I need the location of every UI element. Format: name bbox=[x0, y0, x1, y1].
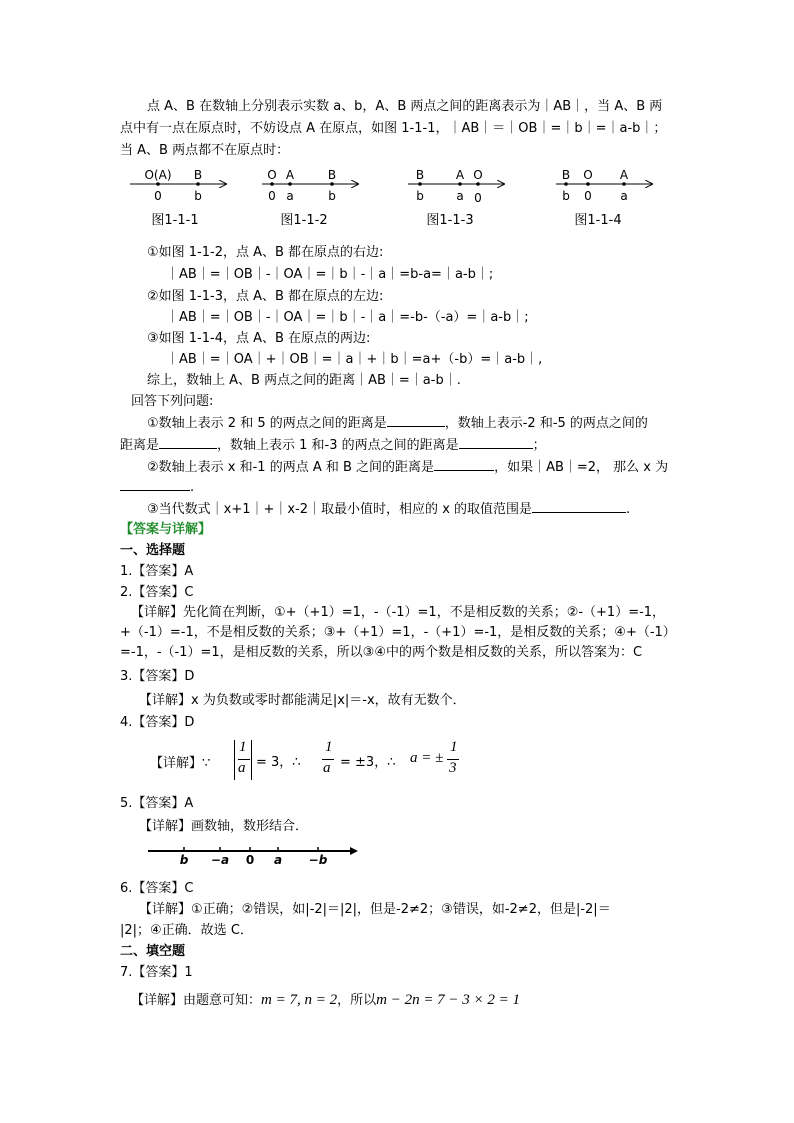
number-line-figures bbox=[120, 164, 680, 234]
q1-part-d: ，数轴上表示 1 和-3 的两点之间的距离是 bbox=[217, 438, 459, 453]
figure-1-1-2 bbox=[262, 168, 358, 228]
answer-3: 3.【答案】D bbox=[120, 669, 195, 684]
section-1-heading: 一、选择题 bbox=[120, 543, 186, 558]
fig2-top-0: O bbox=[267, 168, 277, 182]
q2-part-a: ②数轴上表示 x 和-1 的两点 A 和 B 之间的距离是 bbox=[147, 460, 435, 475]
q1-part-e: ； bbox=[532, 438, 546, 453]
a5-axis-label-3: a bbox=[273, 853, 283, 867]
answer-6-detail-1: 【详解】①正确；②错误，如|-2|＝|2|，但是-2≠2；③错误，如-2≠2，但是|-2|＝ bbox=[139, 902, 611, 917]
fig1-top-0: O(A) bbox=[144, 168, 172, 182]
a4-eq2-den: a bbox=[323, 760, 331, 776]
fig1-bot-0: 0 bbox=[154, 189, 162, 203]
intro-line-3: 当 A、B 两点都不在原点时： bbox=[120, 143, 290, 158]
a5-axis-label-2: 0 bbox=[245, 853, 255, 867]
fig4-caption: 图1-1-4 bbox=[574, 213, 622, 228]
answer-prompt: 回答下列问题: bbox=[131, 394, 214, 409]
answer-1: 1.【答案】A bbox=[120, 564, 194, 579]
q1-blank-3[interactable] bbox=[459, 436, 533, 449]
fig3-bot-2: 0 bbox=[474, 191, 482, 205]
fig3-top-0: B bbox=[415, 168, 425, 182]
question-1-line-1 bbox=[147, 414, 648, 433]
q2-part-c: . bbox=[190, 480, 195, 495]
figure-1-1-3 bbox=[408, 168, 504, 228]
summary: 综上，数轴上 A、B 两点之间的距离｜AB｜=｜a-b｜. bbox=[147, 373, 461, 388]
fig2-top-1: A bbox=[285, 168, 295, 182]
answer-7-detail bbox=[131, 991, 520, 1010]
a4-eq1-rhs: = 3，∴ bbox=[256, 755, 301, 770]
a7-label: 【详解】由题意可知： bbox=[131, 993, 262, 1008]
answer-5-number-line bbox=[148, 840, 362, 870]
fig3-top-2: O bbox=[473, 168, 483, 182]
q2-part-b: ，如果｜AB｜=2， 那么 x 为 bbox=[494, 460, 669, 475]
fig3-bot-0: b bbox=[416, 189, 424, 203]
fig3-caption: 图1-1-3 bbox=[426, 213, 474, 228]
q1-part-c: 距离是 bbox=[120, 438, 160, 453]
a4-eq1-den: a bbox=[238, 760, 246, 776]
fig1-bot-1: b bbox=[194, 189, 202, 203]
case-1-text: ①如图 1-1-2，点 A、B 都在原点的右边: bbox=[147, 245, 384, 260]
a4-eq2-num: 1 bbox=[325, 739, 333, 755]
fig2-bot-2: b bbox=[328, 189, 336, 203]
answer-4-detail bbox=[150, 740, 490, 784]
answer-3-detail: 【详解】x 为负数或零时都能满足|x|＝-x，故有无数个． bbox=[139, 693, 466, 708]
question-2-line-1 bbox=[147, 458, 668, 477]
figure-1-1-4 bbox=[556, 168, 652, 228]
q3-blank[interactable] bbox=[532, 500, 626, 513]
answer-6-detail-2: |2|；④正确．故选 C． bbox=[120, 923, 253, 938]
fig4-top-1: O bbox=[583, 168, 593, 182]
case-2-text: ②如图 1-1-3，点 A、B 都在原点的左边: bbox=[147, 289, 384, 304]
figure-1-1-1 bbox=[130, 168, 226, 228]
q1-part-b: ，数轴上表示-2 和-5 的两点之间的 bbox=[444, 416, 648, 431]
a5-axis-label-4: −b bbox=[308, 853, 328, 867]
fig3-bot-1: a bbox=[456, 189, 464, 203]
intro-line-2: 点中有一点在原点时，不妨设点 A 在原点，如图 1-1-1，｜AB｜＝｜OB｜=｜b｜=｜a-b｜； bbox=[120, 121, 667, 136]
answer-2-detail-1: 【详解】先化简在判断，①+（+1）=1，-（-1）=1，不是相反数的关系；②-（+1）=-1， bbox=[131, 605, 666, 620]
q3-part-b: . bbox=[626, 502, 631, 517]
a4-eq3-den: 3 bbox=[449, 760, 457, 776]
fig4-top-0: B bbox=[561, 168, 571, 182]
q2-blank-2[interactable] bbox=[120, 478, 190, 491]
answer-4: 4.【答案】D bbox=[120, 715, 195, 730]
fig2-caption: 图1-1-2 bbox=[280, 213, 328, 228]
fig2-top-2: B bbox=[327, 168, 337, 182]
q3-part-a: ③当代数式｜x+1｜+｜x-2｜取最小值时，相应的 x 的取值范围是 bbox=[147, 502, 533, 517]
fig4-bot-0: b bbox=[562, 189, 570, 203]
intro-line-1: 点 A、B 在数轴上分别表示实数 a、b，A、B 两点之间的距离表示为｜AB｜，当 A、B 两 bbox=[147, 99, 663, 114]
q1-blank-2[interactable] bbox=[159, 436, 217, 449]
fig4-bot-1: 0 bbox=[584, 189, 592, 203]
answers-heading: 【答案与详解】 bbox=[120, 522, 212, 537]
answer-2: 2.【答案】C bbox=[120, 585, 194, 600]
q1-part-a: ①数轴上表示 2 和 5 的两点之间的距离是 bbox=[147, 416, 387, 431]
case-1-formula: ｜AB｜=｜OB｜-｜OA｜=｜b｜-｜a｜=b-a=｜a-b｜; bbox=[166, 267, 494, 282]
a4-label: 【详解】∵ bbox=[150, 756, 211, 771]
question-3 bbox=[147, 500, 630, 519]
answer-2-detail-2: +（-1）=-1，不是相反数的关系；③+（+1）=1，-（+1）=-1，是相反数的关系；④+（-1） bbox=[120, 625, 676, 640]
case-3-formula: ｜AB｜=｜OA｜+｜OB｜=｜a｜+｜b｜=a+（-b）=｜a-b｜, bbox=[166, 352, 543, 367]
case-2-formula: ｜AB｜=｜OB｜-｜OA｜=｜b｜-｜a｜=-b-（-a）=｜a-b｜; bbox=[166, 310, 529, 325]
answer-2-detail-3: =-1，-（-1）=1，是相反数的关系，所以③④中的两个数是相反数的关系，所以答案为：C bbox=[120, 645, 643, 660]
fig4-bot-2: a bbox=[620, 189, 628, 203]
a7-eq1: m = 7, n = 2 bbox=[261, 992, 338, 1008]
a5-axis-label-1: −a bbox=[210, 853, 230, 867]
section-2-heading: 二、填空题 bbox=[120, 944, 186, 959]
answer-7: 7.【答案】1 bbox=[120, 965, 193, 980]
fig4-top-2: A bbox=[619, 168, 629, 182]
answer-5: 5.【答案】A bbox=[120, 796, 194, 811]
a4-eq2-rhs: = ±3，∴ bbox=[340, 755, 396, 770]
a4-eq1-num: 1 bbox=[239, 739, 247, 755]
fig2-bot-0: 0 bbox=[268, 189, 276, 203]
question-2-line-2 bbox=[120, 478, 194, 497]
a4-eq3-lhs: a = ± bbox=[410, 750, 444, 766]
a7-mid: ，所以 bbox=[337, 993, 377, 1008]
case-3-text: ③如图 1-1-4，点 A、B 在原点的两边: bbox=[147, 331, 371, 346]
q2-blank-1[interactable] bbox=[434, 458, 494, 471]
answer-6: 6.【答案】C bbox=[120, 881, 194, 896]
fig3-top-1: A bbox=[455, 168, 465, 182]
a5-axis-label-0: b bbox=[179, 853, 189, 867]
q1-blank-1[interactable] bbox=[387, 414, 445, 427]
a4-eq3-num: 1 bbox=[450, 739, 458, 755]
question-1-line-2 bbox=[120, 436, 546, 455]
fig1-caption: 图1-1-1 bbox=[151, 213, 199, 228]
a7-eq2: m − 2n = 7 − 3 × 2 = 1 bbox=[376, 992, 521, 1008]
answer-5-detail: 【详解】画数轴，数形结合． bbox=[139, 819, 309, 834]
fig2-bot-1: a bbox=[286, 189, 294, 203]
fig1-top-1: B bbox=[193, 168, 203, 182]
